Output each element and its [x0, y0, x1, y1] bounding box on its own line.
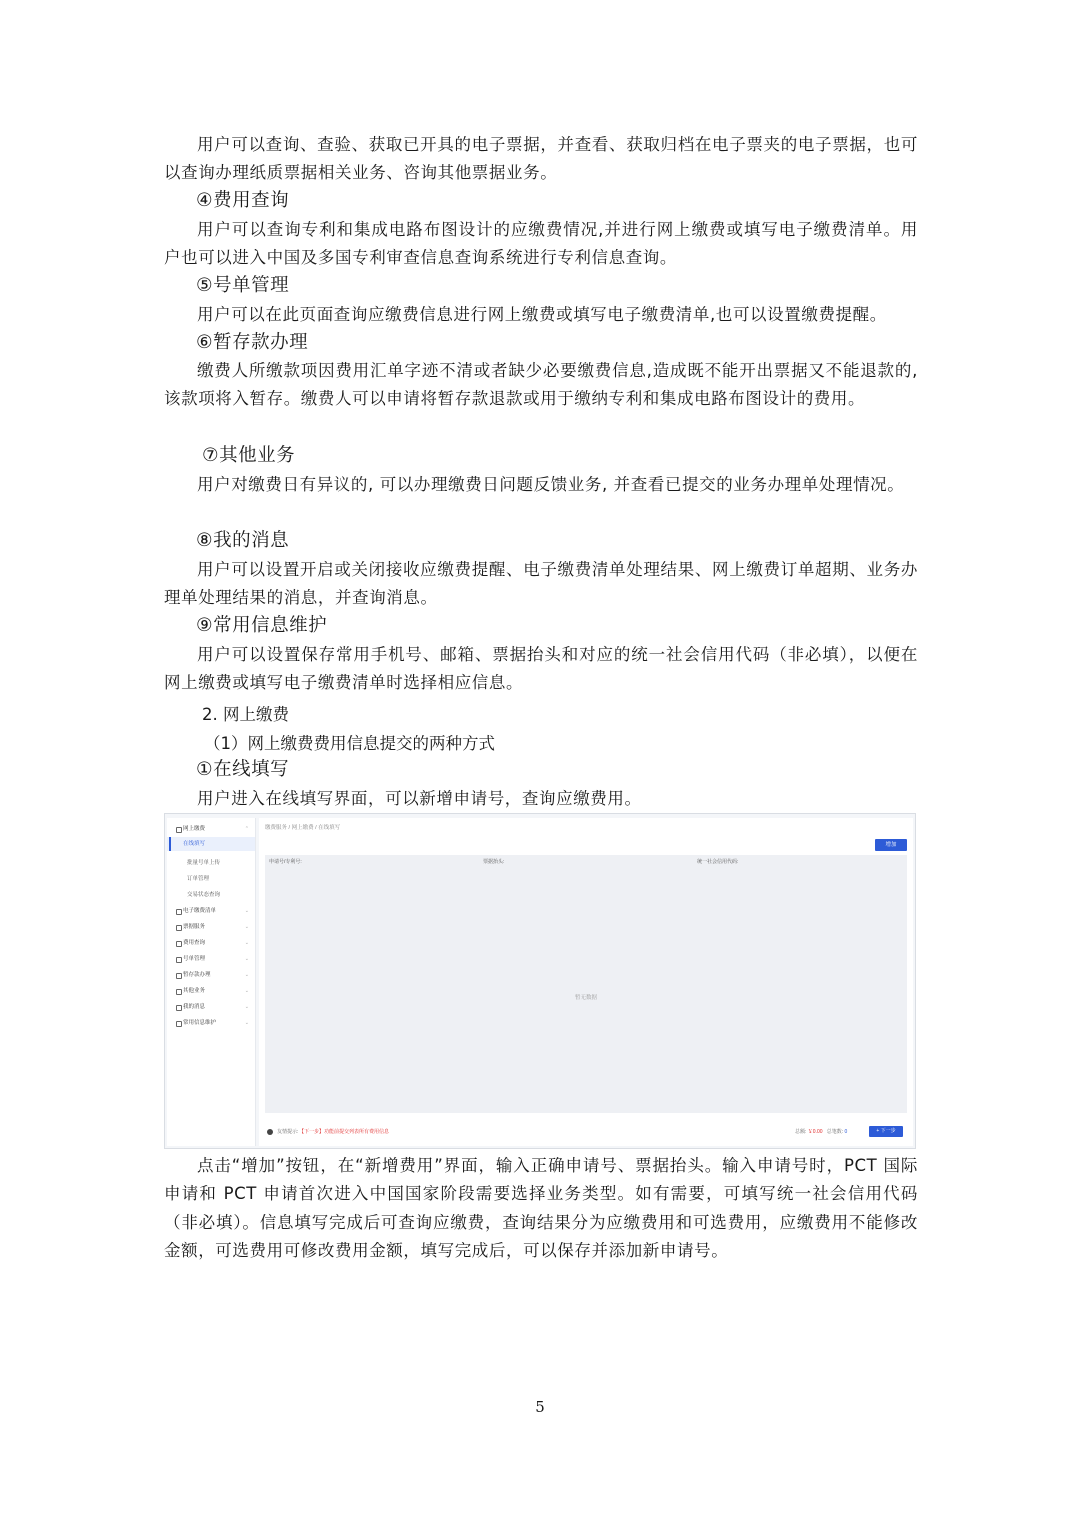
count-value: 0 [844, 1129, 848, 1135]
sidebar-item-label: 网上缴费 [183, 826, 206, 832]
chevron-down-icon: ⌄ [244, 988, 249, 994]
empty-state-text: 暂无数据 [574, 995, 597, 1001]
heading-common-info: ⑨常用信息维护 [196, 615, 328, 636]
sidebar-item-label: 暂存款办理 [183, 972, 211, 978]
payment-icon [176, 827, 182, 833]
other-icon [176, 989, 182, 995]
summary [795, 1128, 847, 1135]
bill-icon [176, 925, 182, 931]
next-step-button[interactable]: + 下一步 [869, 1126, 903, 1137]
sidebar-item-label: 订单管理 [187, 876, 210, 882]
subsection-two-methods: （1）网上缴费费用信息提交的两种方式 [204, 734, 495, 753]
sidebar-item-e-payment-list[interactable] [167, 904, 255, 918]
list-icon [176, 909, 182, 915]
message-icon [176, 1005, 182, 1011]
chevron-down-icon: ⌄ [244, 1004, 249, 1010]
chevron-down-icon: ⌄ [244, 972, 249, 978]
sidebar-item-deposit[interactable] [167, 968, 255, 982]
tip-text: 【下一步】功能前提交列表所有费用信息 [299, 1129, 390, 1135]
page-number: 5 [535, 1398, 545, 1416]
sidebar-item-label: 批量号单上传 [187, 860, 221, 866]
sidebar-item-transaction-status[interactable] [167, 888, 255, 902]
fee-table [265, 855, 907, 1113]
sidebar-item-bill-service[interactable] [167, 920, 255, 934]
chevron-down-icon: ⌄ [244, 940, 249, 946]
sidebar-item-label: 号单管理 [183, 956, 206, 962]
paragraph-other-business: 用户对缴费日有异议的, 可以办理缴费日问题反馈业务, 并查看已提交的业务办理单处理情况。 [197, 475, 905, 494]
heading-online-fill: ①在线填写 [196, 759, 290, 780]
sidebar-item-online-payment[interactable] [167, 822, 255, 836]
deposit-icon [176, 973, 182, 979]
paragraph-my-messages: 用户可以设置开启或关闭接收应缴费提醒、电子缴费清单处理结果、网上缴费订单超期、业务办理单处理结果的消息，并查询消息。 [164, 560, 918, 608]
paragraph-number-management: 用户可以在此页面查询应缴费信息进行网上缴费或填写电子缴费清单,也可以设置缴费提醒。 [197, 305, 887, 324]
sidebar-menu [167, 818, 256, 1146]
chevron-down-icon: ⌄ [244, 1020, 249, 1026]
breadcrumb: 缴费服务 / 网上缴费 / 在线填写 [265, 825, 341, 831]
sidebar-item-label: 我的消息 [183, 1004, 206, 1010]
sidebar-item-common-info[interactable] [167, 1016, 255, 1030]
sidebar-item-online-fill[interactable] [167, 837, 255, 851]
sidebar-item-label: 电子缴费清单 [183, 908, 217, 914]
total-label: 总额: [795, 1129, 807, 1135]
paragraph-bills: 用户可以查询、查验、获取已开具的电子票据，并查看、获取归档在电子票夹的电子票据，也可以查询办理纸质票据相关业务、咨询其他票据业务。 [164, 135, 918, 183]
heading-number-management: ⑤号单管理 [196, 275, 290, 296]
add-button[interactable]: 增加 [875, 839, 907, 851]
chevron-up-icon: ⌃ [244, 826, 249, 832]
column-header-credit-code: 统一社会信用代码: [697, 859, 739, 865]
sidebar-item-my-messages[interactable] [167, 1000, 255, 1014]
sidebar-item-label: 交易状态查询 [187, 892, 221, 898]
total-value: ￥0.00 [807, 1129, 823, 1135]
sidebar-item-label: 在线填写 [183, 841, 206, 847]
count-label: 总笔数: [826, 1129, 844, 1135]
paragraph-fee-query: 用户可以查询专利和集成电路布图设计的应缴费情况,并进行网上缴费或填写电子缴费清单。用户也可以进入中国及多国专利审查信息查询系统进行专利信息查询。 [164, 220, 918, 268]
heading-other-business: ⑦其他业务 [202, 445, 296, 466]
sidebar-item-fee-query[interactable] [167, 936, 255, 950]
info-icon [176, 1021, 182, 1027]
paragraph-common-info: 用户可以设置保存常用手机号、邮箱、票据抬头和对应的统一社会信用代码（非必填），以便在网上缴费或填写电子缴费清单时选择相应信息。 [164, 645, 918, 693]
heading-deposit: ⑥暂存款办理 [196, 332, 309, 353]
sidebar-item-order-management[interactable] [167, 872, 255, 886]
chevron-down-icon: ⌄ [244, 956, 249, 962]
sidebar-item-label: 其他业务 [183, 988, 206, 994]
query-icon [176, 941, 182, 947]
heading-fee-query: ④费用查询 [196, 190, 290, 211]
paragraph-add-instructions: 点击“增加”按钮，在“新增费用”界面，输入正确申请号、票据抬头。输入申请号时，PCT 国际申请和 PCT 申请首次进入中国国家阶段需要选择业务类型。如有需要，可填写统一社会信用代码（非必填）。信息填写完成后可查询应缴费，查询结果分为应缴费用和可选费用，应缴费用不能修改金额，可选费用可修改费用金额，填写完成后，可以保存并添加新申请号。 [164, 1156, 918, 1260]
chevron-down-icon: ⌄ [244, 924, 249, 930]
sidebar-item-label: 票据服务 [183, 924, 206, 930]
sidebar-item-label: 费用查询 [183, 940, 206, 946]
sidebar-item-batch-upload[interactable] [167, 856, 255, 870]
paragraph-online-fill: 用户进入在线填写界面，可以新增申请号，查询应缴费用。 [197, 789, 642, 808]
sidebar-item-number-management[interactable] [167, 952, 255, 966]
sidebar-item-label: 常用信息维护 [183, 1020, 217, 1026]
chevron-down-icon: ⌄ [244, 908, 249, 914]
section-online-payment: 2. 网上缴费 [202, 705, 289, 724]
column-header-application-number: 申请号/专利号: [269, 859, 302, 865]
tip-icon [267, 1129, 273, 1135]
sidebar-item-other-business[interactable] [167, 984, 255, 998]
column-header-bill-title: 票据抬头: [483, 859, 505, 865]
online-fill-screenshot [164, 813, 916, 1149]
tip-label: 友情提示: [277, 1129, 299, 1135]
number-icon [176, 957, 182, 963]
main-panel [259, 818, 913, 1146]
footer-bar [265, 1123, 907, 1141]
heading-my-messages: ⑧我的消息 [196, 530, 290, 551]
paragraph-deposit: 缴费人所缴款项因费用汇单字迹不清或者缺少必要缴费信息,造成既不能开出票据又不能退款的, 该款项将入暂存。缴费人可以申请将暂存款退款或用于缴纳专利和集成电路布图设计的费用。 [164, 361, 918, 409]
